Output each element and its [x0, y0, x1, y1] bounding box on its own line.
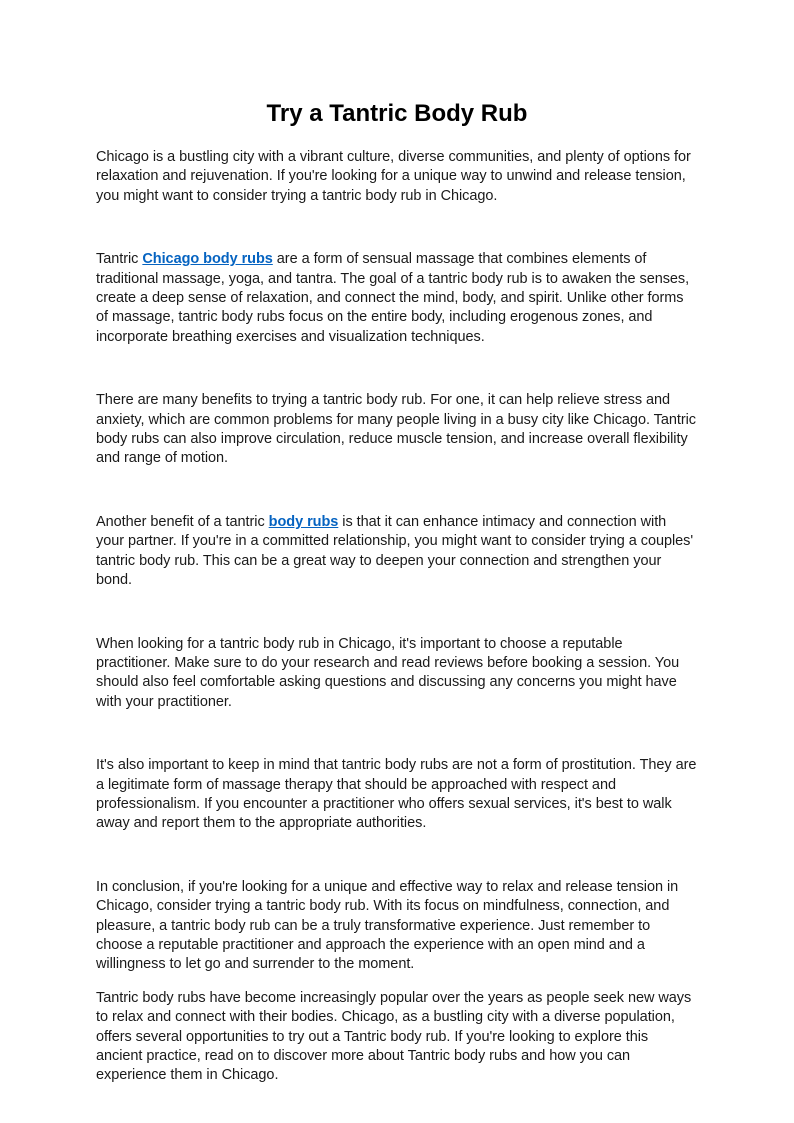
paragraph	[96, 756, 698, 834]
text-run: Chicago is a bustling city with a vibrant culture, diverse communities, and plenty of options for relaxation and rejuvenation. If you're looking for a unique way to unwind and release tension, you might want to consider trying a tantric body rub in Chicago.	[96, 149, 691, 204]
text-run: is that it can enhance intimacy and connection with your partner. If you're in a committed relationship, you might want to consider trying a couples' tantric body rub. This can be a great way to deepen your connection and strengthen your bond.	[96, 513, 694, 589]
paragraph	[96, 635, 698, 713]
text-run: Tantric body rubs have become increasingly popular over the years as people seek new ways to relax and connect with their bodies. Chicago, as a bustling city with a diverse population, offers several opportunities to try out a Tantric body rub. If you're looking to explore this ancient practice, read on to discover more about Tantric body rubs and how you can experience them in Chicago.	[96, 989, 692, 1084]
text-run: In conclusion, if you're looking for a unique and effective way to relax and release tension in Chicago, consider trying a tantric body rub. With its focus on mindfulness, connection, and pleasure, a tantric body rub can be a truly transformative experience. Just remember to choose a reputable practitioner and approach the experience with an open mind and a willingness to let go and surrender to the moment.	[96, 878, 679, 973]
text-run: There are many benefits to trying a tantric body rub. For one, it can help relieve stress and anxiety, which are common problems for many people living in a busy city like Chicago. Tantric body rubs can also improve circulation, reduce muscle tension, and increase overall flexibility and range of motion.	[96, 392, 697, 467]
text-run: Tantric	[96, 251, 143, 268]
paragraph	[96, 250, 698, 347]
paragraph	[96, 878, 698, 975]
text-run: are a form of sensual massage that combines elements of traditional massage, yoga, and tantra. The goal of a tantric body rub is to awaken the senses, create a deep sense of relaxation, and connect the mind, body, and spirit. Unlike other forms of massage, tantric body rubs focus on the entire body, including erogenous zones, and incorporate breathing exercises and visualization techniques.	[96, 251, 690, 345]
paragraph	[96, 513, 698, 591]
paragraph	[96, 989, 698, 1086]
paragraph	[96, 148, 698, 206]
text-run: It's also important to keep in mind that tantric body rubs are not a form of prostitution. They are a legitimate form of massage therapy that should be approached with respect and professionalism. If you encounter a practitioner who offers sexual services, it's best to walk away and report them to the appropriate authorities.	[96, 757, 697, 832]
paragraph	[96, 391, 698, 469]
page-title: Try a Tantric Body Rub	[266, 100, 528, 127]
hyperlink-chicago-body-rubs[interactable]: Chicago body rubs	[142, 251, 273, 268]
document-body	[96, 148, 698, 1086]
hyperlink-body-rubs[interactable]: body rubs	[268, 513, 339, 530]
text-run: When looking for a tantric body rub in Chicago, it's important to choose a reputable practitioner. Make sure to do your research and read reviews before booking a session. You should also feel comfortable asking questions and discussing any concerns you might have with your practitioner.	[96, 635, 680, 710]
text-run: Another benefit of a tantric	[96, 513, 269, 530]
